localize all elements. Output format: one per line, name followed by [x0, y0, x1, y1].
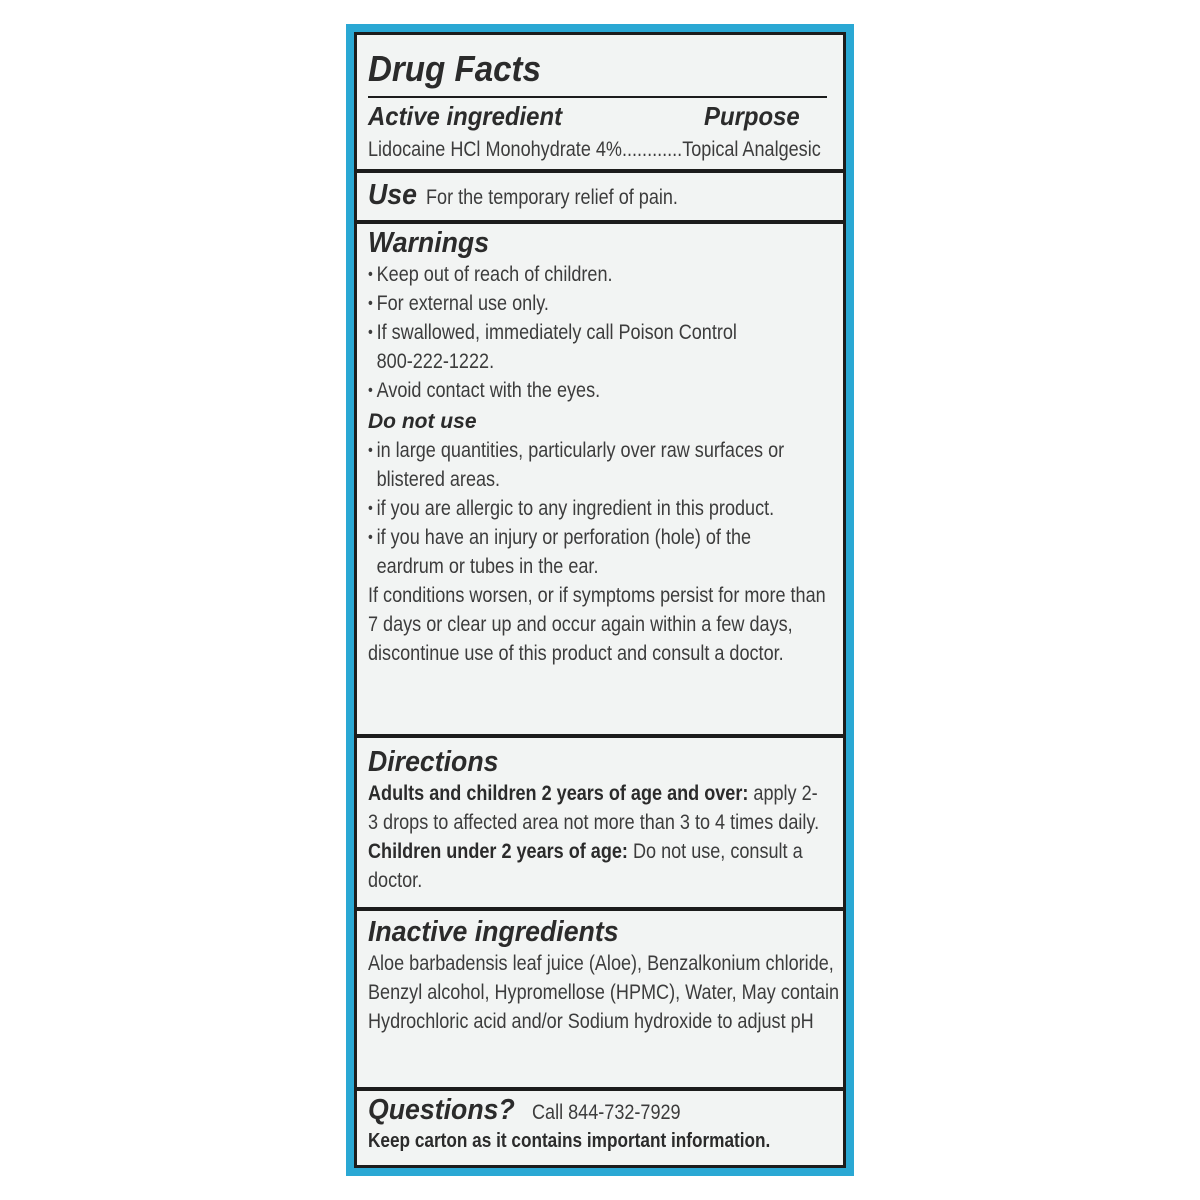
purpose-heading: Purpose: [704, 101, 800, 131]
do-not-use-item: • if you have an injury or perforation (hole) of the eardrum or tubes in the ear.: [368, 523, 781, 581]
section-divider-3: [357, 734, 843, 738]
do-not-use-heading: Do not use: [368, 410, 477, 433]
questions-phone: Call 844-732-7929: [531, 1101, 681, 1124]
adults-text: apply 2-3 drops to affected area not more than 3 to 4 times daily.: [368, 782, 820, 834]
warnings-heading: Warnings: [368, 227, 490, 259]
directions-text: [368, 779, 824, 895]
section-divider-4: [357, 907, 843, 911]
drug-facts-header: [357, 49, 843, 89]
questions-heading: Questions?: [368, 1094, 515, 1126]
warning-item: • For external use only.: [368, 289, 834, 318]
keep-carton-note: Keep carton as it contains important information.: [368, 1130, 771, 1152]
children-text: Do not use, consult a doctor.: [368, 840, 803, 892]
do-not-use-list: [368, 436, 834, 668]
section-divider-5: [357, 1087, 843, 1091]
active-ingredient-section: [357, 99, 843, 164]
warnings-list: [368, 260, 834, 405]
carton-background: [346, 24, 854, 1176]
warning-item: • Avoid contact with the eyes.: [368, 376, 834, 405]
inactive-ingredients-heading: Inactive ingredients: [368, 916, 619, 948]
directions-section: [357, 745, 843, 895]
drug-facts-title: Drug Facts: [368, 48, 542, 89]
active-ingredient-heading: Active ingredient: [368, 101, 563, 131]
warning-item: • If swallowed, immediately call Poison Control 800-222-1222.: [368, 318, 755, 376]
do-not-use-item: • if you are allergic to any ingredient in this product.: [368, 494, 834, 523]
warnings-section: [357, 226, 843, 668]
do-not-use-item: • in large quantities, particularly over raw surfaces or blistered areas.: [368, 436, 798, 494]
active-ingredient-line: Lidocaine HCl Monohydrate 4%............Topical Analgesic: [368, 138, 821, 161]
use-section: [357, 178, 843, 212]
title-divider: [368, 96, 827, 98]
inactive-ingredients-section: [357, 915, 843, 1036]
drug-facts-panel: [354, 32, 846, 1168]
directions-heading: Directions: [368, 746, 499, 778]
adults-label: Adults and children 2 years of age and over:: [368, 782, 749, 805]
inactive-ingredients-text: Aloe barbadensis leaf juice (Aloe), Benzalkonium chloride, Benzyl alcohol, Hypromellose (HPMC), Water, May contain Hydrochloric acid and/or Sodium hydroxide to adjust pH: [368, 952, 840, 1033]
section-divider-1: [357, 169, 843, 173]
use-text: For the temporary relief of pain.: [425, 186, 678, 209]
questions-section: [357, 1093, 843, 1156]
section-divider-2: [357, 220, 843, 224]
warning-item: • Keep out of reach of children.: [368, 260, 834, 289]
children-label: Children under 2 years of age:: [368, 840, 628, 863]
use-heading: Use: [368, 179, 417, 211]
warnings-closing: If conditions worsen, or if symptoms persist for more than 7 days or clear up and occur again within a few days, discontinue use of this product and consult a doctor.: [368, 584, 826, 665]
